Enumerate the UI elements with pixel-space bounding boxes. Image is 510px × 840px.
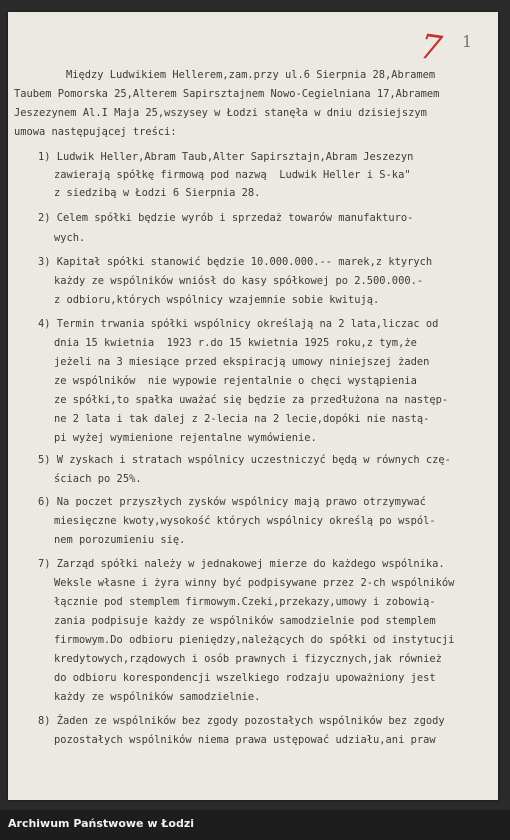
archive-footer xyxy=(0,810,510,840)
text-line: 4) Termin trwania spółki wspólnicy określają na 2 lata,liczac od xyxy=(38,318,439,330)
handwritten-folio-number: 7 xyxy=(417,26,445,70)
text-line: jeżeli na 3 miesiące przed ekspiracją umowy niniejszej żaden xyxy=(54,356,430,368)
text-line: pozostałych wspólników niema prawa ustępować udziału,ani praw xyxy=(54,734,436,746)
text-line: każdy ze wspólników wniósł do kasy spółkowej po 2.500.000.- xyxy=(54,275,424,287)
text-line: 5) W zyskach i stratach wspólnicy uczestniczyć będą w równych czę- xyxy=(38,454,451,466)
text-line: do odbioru korespondencji wszelkiego rodzaju upoważniony jest xyxy=(54,672,436,684)
text-line: ze spółki,to spałka uważać się będzie za przedłużona na następ- xyxy=(54,394,449,406)
archive-name: Archiwum Państwowe w Łodzi xyxy=(8,817,195,830)
text-line: łącznie pod stemplem firmowym.Czeki,przekazy,umowy i zobowią- xyxy=(54,596,436,608)
document-page xyxy=(8,12,498,800)
text-line: dnia 15 kwietnia 1923 r.do 15 kwietnia 1925 roku,z tym,że xyxy=(54,337,417,349)
text-line: 3) Kapitał spółki stanowić będzie 10.000.000.-- marek,z ktyrych xyxy=(38,256,433,268)
text-line: 7) Zarząd spółki należy w jednakowej mierze do każdego wspólnika. xyxy=(38,558,445,570)
text-line: każdy ze wspólników samodzielnie. xyxy=(54,691,261,703)
text-line: pi wyżej wymienione rejentalne wymówienie. xyxy=(54,432,317,444)
text-line: z siedzibą w Łodzi 6 Sierpnia 28. xyxy=(54,187,261,199)
text-line: umowa następującej treści: xyxy=(14,126,177,138)
text-line: Weksle własne i żyra winny być podpisywane przez 2-ch wspólników xyxy=(54,577,455,589)
pencil-folio-number: 1 xyxy=(462,32,473,51)
text-line: kredytowych,rządowych i osób prawnych i fizycznych,jak również xyxy=(54,653,442,665)
text-line: firmowym.Do odbioru pieniędzy,należących do spółki od instytucji xyxy=(54,634,455,646)
text-line: 8) Żaden ze wspólników bez zgody pozostałych wspólników bez zgody xyxy=(38,715,445,727)
text-line: 6) Na poczet przyszłych zysków wspólnicy mają prawo otrzymywać xyxy=(38,496,426,508)
text-line: zania podpisuje każdy ze wspólników samodzielnie pod stemplem xyxy=(54,615,436,627)
text-line: nem porozumieniu się. xyxy=(54,534,186,546)
text-line: 2) Celem spółki będzie wyrób i sprzedaż towarów manufakturo- xyxy=(38,212,414,224)
text-line: ściach po 25%. xyxy=(54,473,142,485)
text-line: ne 2 lata i tak dalej z 2-lecia na 2 lecie,dopóki nie nastą- xyxy=(54,413,430,425)
text-line: zawierają spółkę firmową pod nazwą Ludwik Heller i S-ka" xyxy=(54,169,411,181)
text-line: Taubem Pomorska 25,Alterem Sapirsztajnem Nowo-Cegielniana 17,Abramem xyxy=(14,88,440,100)
text-line: ze wspólników nie wypowie rejentalnie o chęci wystąpienia xyxy=(54,375,417,387)
text-line: z odbioru,których wspólnicy wzajemnie sobie kwitują. xyxy=(54,294,380,306)
typewritten-text xyxy=(8,12,498,800)
text-line: 1) Ludwik Heller,Abram Taub,Alter Sapirsztajn,Abram Jeszezyn xyxy=(38,151,414,163)
text-line: Między Ludwikiem Hellerem,zam.przy ul.6 Sierpnia 28,Abramem xyxy=(66,69,436,81)
text-line: miesięczne kwoty,wysokość których wspólnicy określą po wspól- xyxy=(54,515,436,527)
text-line: wych. xyxy=(54,232,86,244)
text-line: Jeszezynem Al.I Maja 25,wszysey w Łodzi stanęła w dniu dzisiejszym xyxy=(14,107,427,119)
